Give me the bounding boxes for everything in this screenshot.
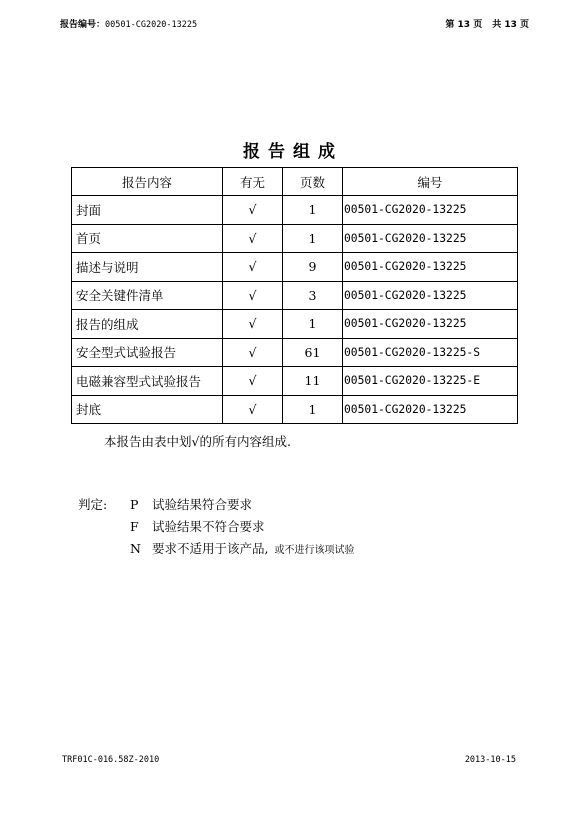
row-pages: 1 [283, 196, 343, 225]
row-has: √ [223, 224, 283, 253]
row-pages: 1 [283, 224, 343, 253]
row-pages: 3 [283, 281, 343, 310]
table-row [72, 224, 518, 253]
verdict-label: 判定: [78, 497, 108, 512]
row-content: 报告的组成 [72, 310, 223, 339]
row-has: √ [223, 310, 283, 339]
verdict-code: F [130, 519, 139, 534]
header-has: 有无 [223, 168, 283, 196]
row-pages: 61 [283, 338, 343, 367]
row-content: 安全型式试验报告 [72, 338, 223, 367]
table-row [72, 367, 518, 396]
table-row [72, 310, 518, 339]
verdict-text: 试验结果符合要求 [152, 497, 253, 512]
row-pages: 1 [283, 310, 343, 339]
verdict-text: 试验结果不符合要求 [152, 519, 265, 534]
page-indicator-header [445, 17, 529, 30]
row-content: 描述与说明 [72, 253, 223, 282]
report-number-label: 报告编号： [60, 20, 106, 30]
table-row [72, 253, 518, 282]
page-indicator: 第 13 页 [445, 20, 483, 30]
row-has: √ [223, 367, 283, 396]
header-content: 报告内容 [72, 168, 223, 196]
row-number: 00501-CG2020-13225 [343, 196, 518, 225]
row-number: 00501-CG2020-13225 [343, 281, 518, 310]
row-pages: 9 [283, 253, 343, 282]
form-code: TRF01C-016.58Z-2010 [62, 755, 160, 765]
header-number: 编号 [343, 168, 518, 196]
row-has: √ [223, 281, 283, 310]
row-pages: 1 [283, 395, 343, 424]
row-number: 00501-CG2020-13225 [343, 395, 518, 424]
row-number: 00501-CG2020-13225 [343, 253, 518, 282]
row-content: 首页 [72, 224, 223, 253]
row-number: 00501-CG2020-13225 [343, 310, 518, 339]
row-number: 00501-CG2020-13225 [343, 224, 518, 253]
row-has: √ [223, 395, 283, 424]
row-content: 安全关键件清单 [72, 281, 223, 310]
row-number: 00501-CG2020-13225-E [343, 367, 518, 396]
row-pages: 11 [283, 367, 343, 396]
row-content: 封面 [72, 196, 223, 225]
table-row [72, 281, 518, 310]
page-title: 报告组成 [243, 142, 343, 162]
row-content: 封底 [72, 395, 223, 424]
footer-date: 2013-10-15 [464, 755, 516, 765]
verdict-section [78, 494, 354, 560]
table-row [72, 395, 518, 424]
row-has: √ [223, 338, 283, 367]
table-header-row [72, 168, 518, 196]
verdict-text: 要求不适用于该产品, [152, 541, 269, 556]
header-pages: 页数 [283, 168, 343, 196]
table-row [72, 196, 518, 225]
report-number-header [60, 17, 197, 30]
verdict-row-fail [78, 516, 354, 538]
verdict-row-na [78, 538, 354, 560]
verdict-code: N [130, 541, 141, 556]
composition-table [71, 167, 518, 424]
total-pages: 共 13 页 [492, 20, 529, 30]
verdict-extra: 或不进行该项试验 [274, 545, 355, 556]
report-number-value: 00501-CG2020-13225 [105, 20, 198, 30]
row-has: √ [223, 196, 283, 225]
row-has: √ [223, 253, 283, 282]
table-row [72, 338, 518, 367]
row-number: 00501-CG2020-13225-S [343, 338, 518, 367]
verdict-row-pass [78, 494, 354, 516]
verdict-code: P [130, 497, 139, 512]
composition-note: 本报告由表中划√的所有内容组成. [104, 434, 291, 449]
row-content: 电磁兼容型式试验报告 [72, 367, 223, 396]
